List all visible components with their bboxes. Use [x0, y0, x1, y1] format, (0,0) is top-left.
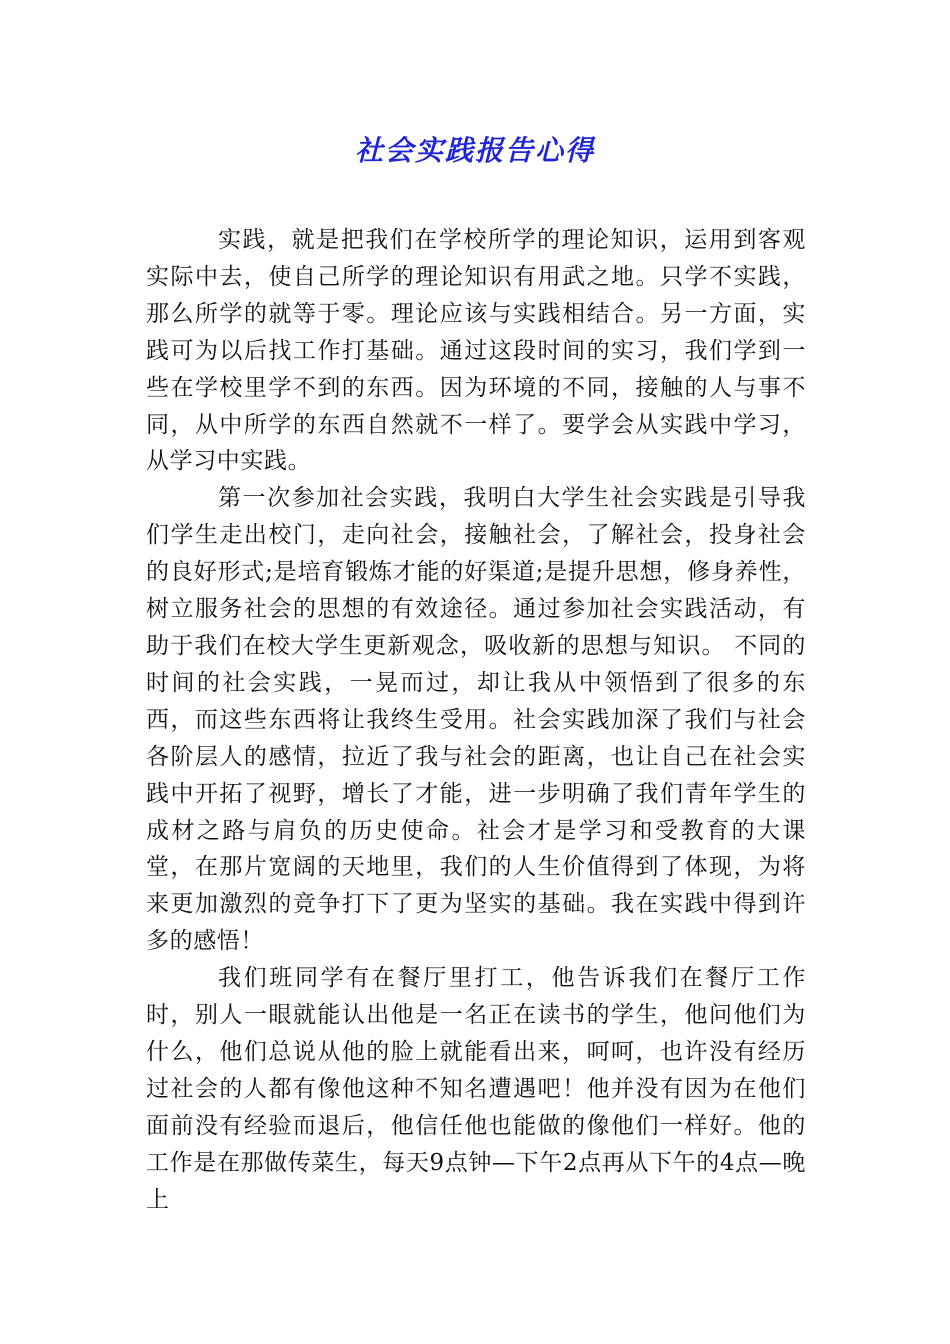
document-title: 社会实践报告心得 — [354, 134, 595, 167]
paragraph-2: 第一次参加社会实践，我明白大学生社会实践是引导我们学生走出校门，走向社会，接触社会，了解社会，投身社会的良好形式;是培育锻炼才能的好渠道;是提升思想，修身养性，树立服务社会的思想的有效途径。通过参加社会实践活动，有助于我们在校大学生更新观念，吸收新的思想与知识。 不同的时间的社会实践，一晃而过，却让我从中领悟到了很多的东西，而这些东西将让我终生受用。社会实践加深了我们与社会各阶层人的感情，拉近了我与社会的距离，也让自己在社会实践中开拓了视野，增长了才能，进一步明确了我们青年学生的成材之路与肩负的历史使命。社会才是学习和受教育的大课堂，在那片宽阔的天地里，我们的人生价值得到了体现，为将来更加激烈的竞争打下了更为坚实的基础。我在实践中得到许多的感悟！ — [146, 485, 806, 955]
document-body — [146, 222, 806, 1218]
paragraph-3: 我们班同学有在餐厅里打工，他告诉我们在餐厅工作时，别人一眼就能认出他是一名正在读书的学生，他问他们为什么，他们总说从他的脸上就能看出来，呵呵，也许没有经历过社会的人都有像他这种不知名遭遇吧！他并没有因为在他们面前没有经验而退后，他信任他也能做的像他们一样好。他的工作是在那做传菜生，每天9点钟—下午2点再从下午的4点—晚上 — [146, 965, 806, 1213]
paragraph-1: 实践，就是把我们在学校所学的理论知识，运用到客观实际中去，使自己所学的理论知识有用武之地。只学不实践，那么所学的就等于零。理论应该与实践相结合。另一方面，实践可为以后找工作打基础。通过这段时间的实习，我们学到一些在学校里学不到的东西。因为环境的不同，接触的人与事不同，从中所学的东西自然就不一样了。要学会从实践中学习，从学习中实践。 — [146, 227, 806, 475]
